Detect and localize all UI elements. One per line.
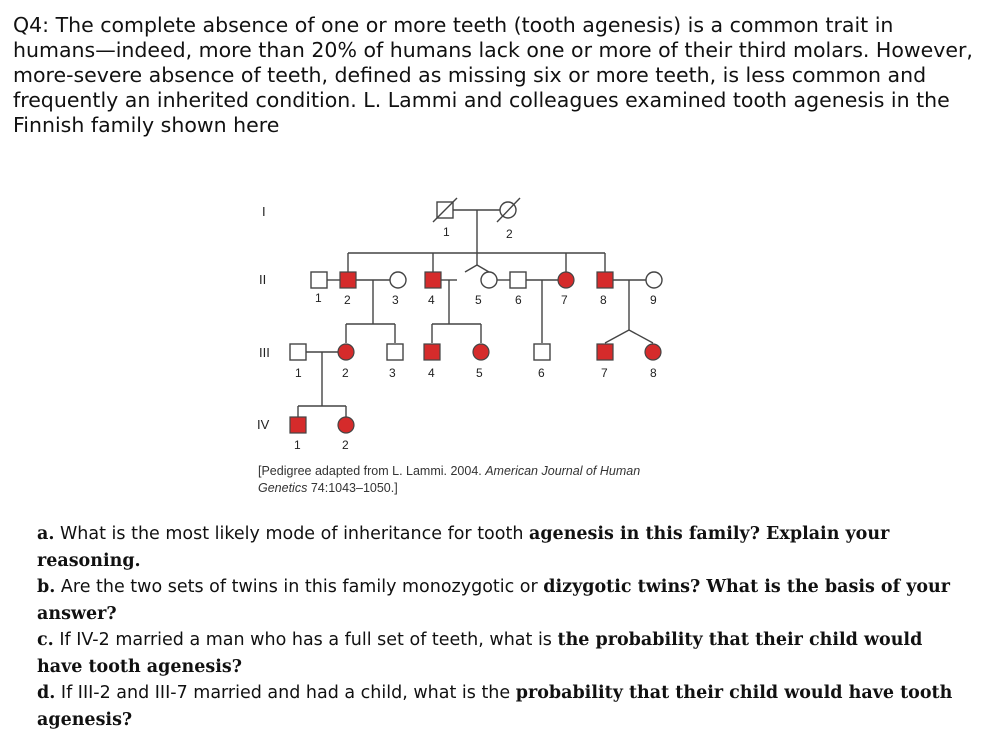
label-II-4: 4	[428, 293, 435, 307]
generation-label-III: III	[259, 345, 270, 360]
question-a: a. What is the most likely mode of inheritance for tooth agenesis in this family? Explain your reasoning.	[37, 524, 890, 571]
individual-II-2	[340, 272, 356, 288]
label-IV-1: 1	[294, 438, 301, 452]
label-II-3: 3	[392, 293, 399, 307]
generation-label-I: I	[262, 204, 266, 219]
individual-II-3	[390, 272, 406, 288]
individual-II-6	[510, 272, 526, 288]
label-II-7: 7	[561, 293, 568, 307]
individual-III-5	[473, 344, 489, 360]
individual-I-2	[497, 198, 520, 222]
caption-source: [Pedigree adapted from L. Lammi. 2004.	[258, 464, 486, 478]
label-III-7: 7	[601, 366, 608, 380]
pedigree-caption	[258, 463, 678, 497]
caption-volume: 74:1043–1050.]	[307, 481, 398, 495]
label-II-8: 8	[600, 293, 607, 307]
individual-III-8	[645, 344, 661, 360]
label-III-3: 3	[389, 366, 396, 380]
individual-II-4	[425, 272, 441, 288]
individual-II-8	[597, 272, 613, 288]
individual-III-7	[597, 344, 613, 360]
caption-journal: American Journal of Human	[485, 464, 641, 478]
question-b: b. Are the two sets of twins in this family monozygotic or dizygotic twins? What is the basis of your answer?	[37, 577, 950, 624]
label-I-2: 2	[506, 227, 513, 241]
label-III-4: 4	[428, 366, 435, 380]
caption-journal-cont: Genetics	[258, 481, 308, 495]
label-II-9: 9	[650, 293, 657, 307]
label-II-1: 1	[315, 291, 322, 305]
question-d: d. If III-2 and III-7 married and had a child, what is the probability that their child would have tooth agenesis?	[37, 683, 953, 730]
label-III-5: 5	[476, 366, 483, 380]
label-II-6: 6	[515, 293, 522, 307]
question-intro: Q4: The complete absence of one or more teeth (tooth agenesis) is a common trait in humans—indeed, more than 20% of humans lack one or more of their third molars. However, more-severe absence of teeth, defined as missing six or more teeth, is less common and frequently an inherited condition. L. Lammi and colleagues examined tooth agenesis in the Finnish family shown here	[13, 13, 973, 137]
individual-III-3	[387, 344, 403, 360]
question-c: c. If IV-2 married a man who has a full set of teeth, what is the probability that their child would have tooth agenesis?	[37, 630, 923, 677]
label-I-1: 1	[443, 225, 450, 239]
individual-IV-1	[290, 417, 306, 433]
individual-III-1	[290, 344, 306, 360]
individual-II-7	[558, 272, 574, 288]
individual-II-9	[646, 272, 662, 288]
label-II-5: 5	[475, 293, 482, 307]
individual-III-4	[424, 344, 440, 360]
generation-label-IV: IV	[257, 417, 270, 432]
individual-III-2	[338, 344, 354, 360]
label-III-2: 2	[342, 366, 349, 380]
individual-II-5	[481, 272, 497, 288]
individual-I-1	[433, 198, 457, 222]
generation-label-II: II	[259, 272, 267, 287]
individual-II-1	[311, 272, 327, 288]
label-III-6: 6	[538, 366, 545, 380]
individual-IV-2	[338, 417, 354, 433]
label-IV-2: 2	[342, 438, 349, 452]
label-III-8: 8	[650, 366, 657, 380]
individual-III-6	[534, 344, 550, 360]
label-II-2: 2	[344, 293, 351, 307]
label-III-1: 1	[295, 366, 302, 380]
